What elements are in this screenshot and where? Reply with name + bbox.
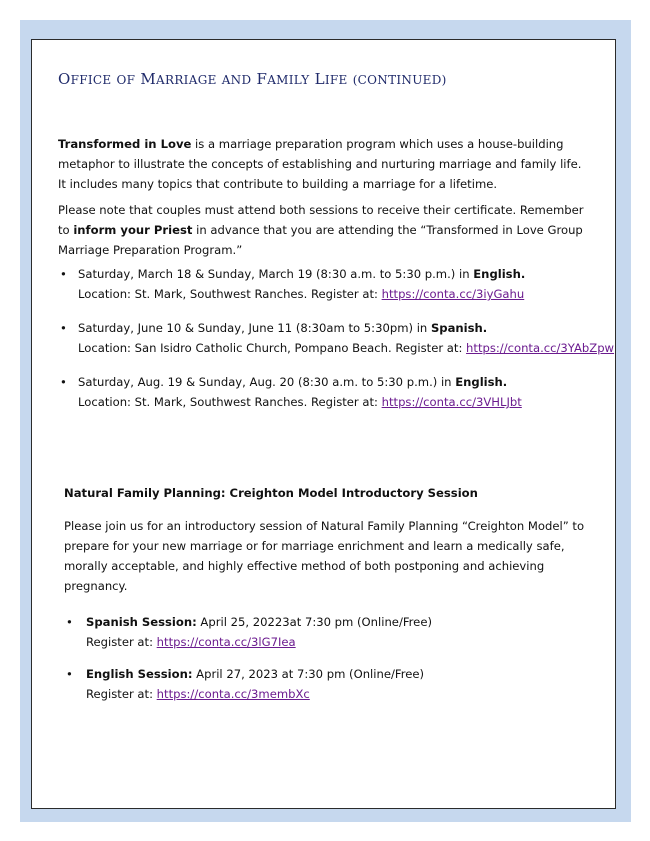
bullet-icon: • — [66, 667, 73, 681]
bullet-icon: • — [60, 321, 67, 335]
nfp-register-label: Register at: — [86, 635, 157, 649]
intro-description: is a marriage preparation program which uses a house-building metaphor to illustrate the concepts of establishing and nurturing marriage and family life. It includes many topics that contribute to building a marriage for a lifetime. — [58, 137, 582, 191]
nfp-description: Please join us for an introductory session of Natural Family Planning “Creighton Model” to prepare for your new marriage or for marriage enrichment and learn a medically safe, morally acceptable, and highly effective method of both postponing and achieving pregnancy. — [64, 519, 585, 593]
session-date: Saturday, March 18 & Sunday, March 19 (8:30 a.m. to 5:30 p.m.) in — [78, 267, 474, 281]
title-word: (CONTINUED) — [352, 73, 447, 87]
list-item — [58, 318, 615, 358]
nfp-register-label: Register at: — [86, 687, 157, 701]
title-word: OF — [116, 73, 136, 87]
title-word: FAMILY — [256, 70, 310, 88]
register-link[interactable]: https://conta.cc/3YAbZpw — [466, 341, 615, 355]
title-word: OFFICE — [58, 70, 112, 88]
page-title — [58, 70, 447, 88]
register-link[interactable]: https://conta.cc/3VHLJbt — [381, 395, 522, 409]
session-date: Saturday, Aug. 19 & Sunday, Aug. 20 (8:30 a.m. to 5:30 p.m.) in — [78, 375, 456, 389]
program-name: Transformed in Love — [58, 137, 192, 151]
document-page — [31, 39, 616, 809]
nfp-session-details: April 27, 2023 at 7:30 pm (Online/Free) — [192, 667, 424, 681]
note-text-after: in advance that you are attending the “Transformed in Love Group Marriage Preparation Program.” — [58, 223, 583, 257]
session-location: Location: St. Mark, Southwest Ranches. Register at: — [78, 287, 382, 301]
session-date: Saturday, June 10 & Sunday, June 11 (8:30am to 5:30pm) in — [78, 321, 431, 335]
nfp-session-label: English Session: — [86, 667, 193, 681]
note-text-before: Please note that couples must attend both sessions to receive their certificate. Remember to — [58, 203, 584, 237]
list-item — [64, 664, 594, 704]
nfp-session-list — [64, 612, 594, 716]
session-location: Location: St. Mark, Southwest Ranches. Register at: — [78, 395, 382, 409]
nfp-session-details: April 25, 20223at 7:30 pm (Online/Free) — [196, 615, 432, 629]
title-word: MARRIAGE — [140, 70, 217, 88]
nfp-heading: Natural Family Planning: Creighton Model Introductory Session — [64, 486, 478, 500]
session-language: English. — [473, 267, 526, 281]
list-item — [58, 372, 598, 412]
session-list — [58, 264, 615, 426]
register-link[interactable]: https://conta.cc/3membXc — [156, 687, 310, 701]
title-word: AND — [221, 73, 252, 87]
bullet-icon: • — [66, 615, 73, 629]
title-word: LIFE — [314, 70, 348, 88]
bullet-icon: • — [60, 267, 67, 281]
note-bold: inform your Priest — [73, 223, 193, 237]
intro-paragraph — [58, 134, 593, 194]
note-paragraph — [58, 200, 593, 260]
list-item — [64, 612, 594, 652]
bullet-icon: • — [60, 375, 67, 389]
session-language: English. — [455, 375, 508, 389]
list-item — [58, 264, 598, 304]
session-language: Spanish. — [430, 321, 488, 335]
register-link[interactable]: https://conta.cc/3iyGahu — [381, 287, 525, 301]
session-location: Location: San Isidro Catholic Church, Pompano Beach. Register at: — [78, 341, 467, 355]
nfp-session-label: Spanish Session: — [86, 615, 197, 629]
register-link[interactable]: https://conta.cc/3lG7Iea — [156, 635, 296, 649]
